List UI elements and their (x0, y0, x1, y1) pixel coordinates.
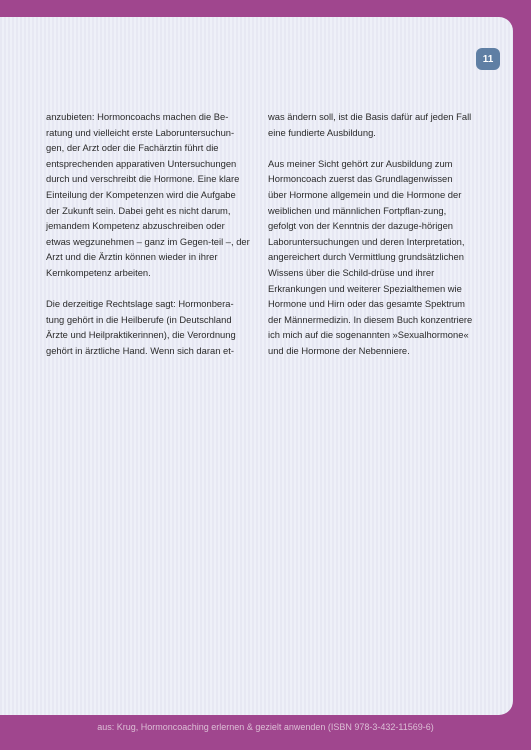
book-page (0, 17, 513, 715)
left-text-column (46, 109, 251, 374)
left-paragraph-2: Die derzeitige Rechtslage sagt: Hormonbera-tung gehört in die Heilberufe (in Deutschland Ärzte und Heilpraktikerinnen), die Verordnung gehört in ärztliche Hand. Wenn sich daran et- (46, 298, 236, 356)
page-number-badge: 11 (476, 48, 500, 70)
right-text-column (268, 109, 473, 374)
right-paragraph-1: was ändern soll, ist die Basis dafür auf jeden Fall eine fundierte Ausbildung. (268, 111, 472, 138)
source-citation-footer: aus: Krug, Hormoncoaching erlernen & gezielt anwenden (ISBN 978-3-432-11569-6) (97, 722, 434, 732)
left-paragraph-1: anzubieten: Hormoncoachs machen die Be-ratung und vielleicht erste Laboruntersuchun-gen, der Arzt oder die Fachärztin führt die entsprechenden apparativen Untersuchungen durch und verschreibt die Hormone. Eine klare Einteilung der Kompetenzen wird die Aufgabe der Zukunft sein. Dabei geht es nicht darum, jemandem Kompetenz abzuschreiben oder etwas wegzunehmen – ganz im Gegen-teil –, der Arzt und die Ärztin können wieder in ihrer Kernkompetenz arbeiten. (46, 111, 250, 278)
right-paragraph-2: Aus meiner Sicht gehört zur Ausbildung zum Hormoncoach zuerst das Grundlagenwissen über Hormone allgemein und die Hormone der weiblichen und männlichen Fortpflan-zung, gefolgt von der Kenntnis der dazuge-hörigen Laboruntersuchungen und deren Interpretation, angereichert durch Vermittlung grundsätzlichen Wissens über die Schild-drüse und ihrer Erkrankungen und weiterer Spezialthemen wie Hormone und Hirn oder das gesamte Spektrum der Männermedizin. In diesem Buch konzentriere ich mich auf die sogenannten »Sexualhormone« und die Hormone der Nebenniere. (268, 157, 473, 356)
